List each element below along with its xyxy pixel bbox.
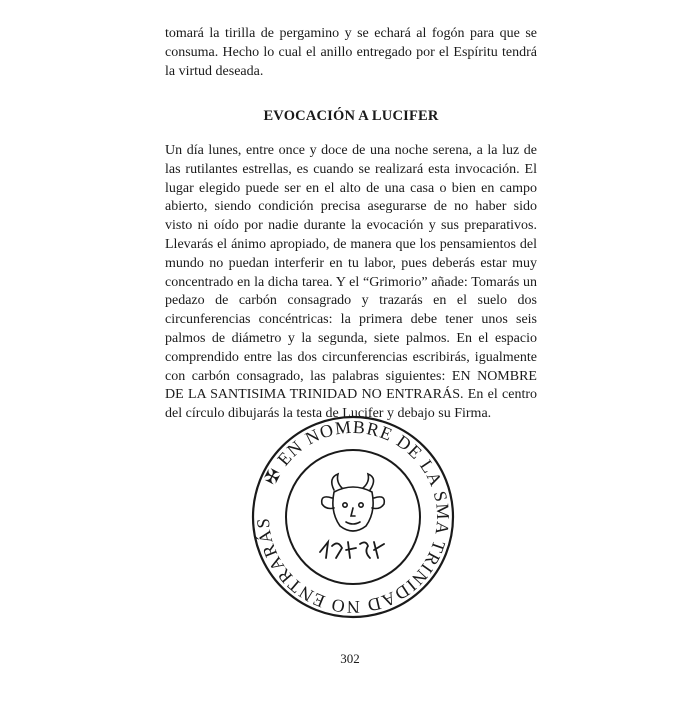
lucifer-seal-illustration bbox=[250, 412, 456, 622]
paragraph-evocation: Un día lunes, entre once y doce de una noche serena, a la luz de las rutilantes estrellas, es cuando se realizará esta invocación. El lugar elegido puede ser en el alto de una casa o bien en campo abierto, siendo condición precisa asegurarse de no haber sido visto ni oído por nadie durante la evocación y sus preparativos. Llevarás el ánimo apropiado, de manera que los pensamientos del mundo no puedan interferir en tu labor, pues deberás estar muy concentrado en la dicha tarea. Y el “Grimorio” añade: Tomarás un pedazo de carbón consagrado y trazarás en el suelo dos circunferencias concéntricas: la primera debe tener unos seis palmos de diámetro y la segunda, siete palmos. En el espacio comprendido entre las dos circunferencias escribirás, igualmente con carbón consagrado, las palabras siguientes: EN NOMBRE DE LA SANTISIMA TRINIDAD NO ENTRARÁS. En el centro del círculo dibujarás la testa de Lucifer y debajo su Firma. bbox=[165, 143, 537, 422]
paragraph-intro: tomará la tirilla de pergamino y se echará al fogón para que se consuma. Hecho lo cual el anillo entregado por el Espíritu tendrá la virtud deseada. bbox=[165, 26, 537, 79]
section-heading: EVOCACIÓN A LUCIFER bbox=[263, 108, 439, 124]
inner-circle bbox=[286, 450, 420, 584]
lucifer-head-drawing bbox=[322, 474, 385, 531]
page-number: 302 bbox=[340, 651, 360, 666]
seal-ring-inscription: ✠ EN NOMBRE DE LA SMA TRINIDAD NO ENTRARÁS bbox=[252, 416, 454, 618]
lucifer-signature-sigil bbox=[320, 542, 384, 558]
